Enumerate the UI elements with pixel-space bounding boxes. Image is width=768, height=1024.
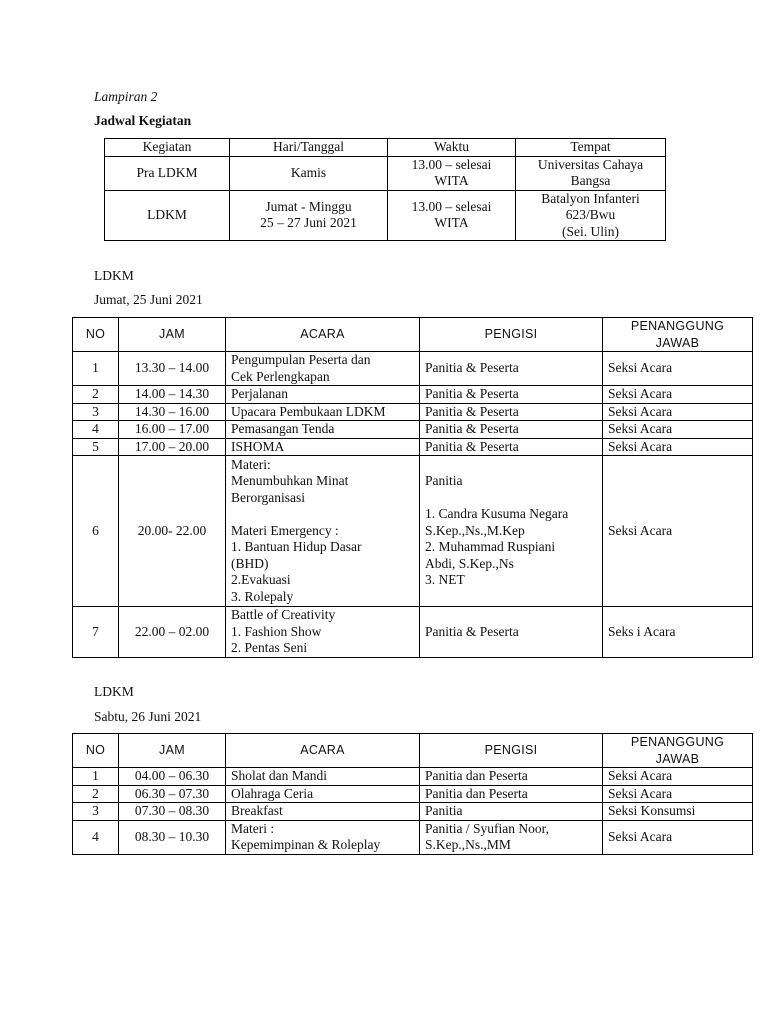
col-header-jam: JAM xyxy=(119,734,226,768)
overview-table xyxy=(104,138,666,241)
cell-acara: Breakfast xyxy=(226,803,420,821)
cell-no: 2 xyxy=(73,386,119,404)
table-row xyxy=(105,190,666,241)
cell-hari: Jumat - Minggu 25 – 27 Juni 2021 xyxy=(230,190,388,241)
table-row xyxy=(73,785,753,803)
cell-jam: 08.30 – 10.30 xyxy=(119,820,226,854)
cell-pengisi: Panitia 1. Candra Kusuma Negara S.Kep.,Ns.,M.Kep 2. Muhammad Ruspiani Abdi, S.Kep.,Ns 3. NET xyxy=(420,456,603,607)
col-header-acara: ACARA xyxy=(226,318,420,352)
cell-pj: Seksi Acara xyxy=(603,438,753,456)
day1-schedule-table xyxy=(72,317,753,658)
cell-no: 3 xyxy=(73,403,119,421)
cell-pj: Seksi Acara xyxy=(603,768,753,786)
table-row xyxy=(73,403,753,421)
day1-heading: LDKM xyxy=(94,268,134,283)
cell-acara: Battle of Creativity 1. Fashion Show 2. Pentas Seni xyxy=(226,607,420,658)
cell-no: 7 xyxy=(73,607,119,658)
col-header-pengisi: PENGISI xyxy=(420,318,603,352)
col-header-jam: JAM xyxy=(119,318,226,352)
table-row xyxy=(73,421,753,439)
cell-no: 2 xyxy=(73,785,119,803)
cell-acara: Olahraga Ceria xyxy=(226,785,420,803)
cell-no: 1 xyxy=(73,768,119,786)
cell-pj: Seksi Acara xyxy=(603,386,753,404)
cell-jam: 22.00 – 02.00 xyxy=(119,607,226,658)
cell-pengisi: Panitia xyxy=(420,803,603,821)
col-header-hari: Hari/Tanggal xyxy=(230,139,388,157)
cell-acara: Materi : Kepemimpinan & Roleplay xyxy=(226,820,420,854)
cell-jam: 06.30 – 07.30 xyxy=(119,785,226,803)
cell-acara: Materi: Menumbuhkan Minat Berorganisasi Materi Emergency : 1. Bantuan Hidup Dasar (BHD) 2.Evakuasi 3. Rolepaly xyxy=(226,456,420,607)
cell-acara: Perjalanan xyxy=(226,386,420,404)
cell-tempat: Universitas Cahaya Bangsa xyxy=(516,156,666,190)
cell-kegiatan: LDKM xyxy=(105,190,230,241)
cell-pj: Seksi Konsumsi xyxy=(603,803,753,821)
cell-no: 4 xyxy=(73,820,119,854)
day2-schedule-table xyxy=(72,733,753,855)
col-header-no: NO xyxy=(73,318,119,352)
cell-pengisi: Panitia & Peserta xyxy=(420,352,603,386)
cell-pengisi: Panitia & Peserta xyxy=(420,607,603,658)
table-row xyxy=(73,386,753,404)
cell-jam: 14.30 – 16.00 xyxy=(119,403,226,421)
cell-pengisi: Panitia & Peserta xyxy=(420,438,603,456)
cell-jam: 13.30 – 14.00 xyxy=(119,352,226,386)
cell-pj: Seksi Acara xyxy=(603,785,753,803)
col-header-kegiatan: Kegiatan xyxy=(105,139,230,157)
cell-pj: Seks i Acara xyxy=(603,607,753,658)
day1-date: Jumat, 25 Juni 2021 xyxy=(94,292,203,307)
cell-pj: Seksi Acara xyxy=(603,403,753,421)
col-header-penanggung-jawab: PENANGGUNG JAWAB xyxy=(603,318,753,352)
cell-no: 4 xyxy=(73,421,119,439)
cell-pengisi: Panitia & Peserta xyxy=(420,403,603,421)
cell-no: 1 xyxy=(73,352,119,386)
day2-date: Sabtu, 26 Juni 2021 xyxy=(94,709,202,724)
day1-header-row xyxy=(73,318,753,352)
cell-acara: Sholat dan Mandi xyxy=(226,768,420,786)
cell-no: 6 xyxy=(73,456,119,607)
cell-waktu: 13.00 – selesai WITA xyxy=(388,190,516,241)
day2-header-row xyxy=(73,734,753,768)
cell-jam: 16.00 – 17.00 xyxy=(119,421,226,439)
cell-tempat: Batalyon Infanteri 623/Bwu (Sei. Ulin) xyxy=(516,190,666,241)
cell-jam: 20.00- 22.00 xyxy=(119,456,226,607)
cell-acara: Upacara Pembukaan LDKM xyxy=(226,403,420,421)
cell-jam: 07.30 – 08.30 xyxy=(119,803,226,821)
cell-pj: Seksi Acara xyxy=(603,352,753,386)
cell-no: 5 xyxy=(73,438,119,456)
attachment-label: Lampiran 2 xyxy=(94,89,158,104)
cell-kegiatan: Pra LDKM xyxy=(105,156,230,190)
cell-acara: Pengumpulan Peserta dan Cek Perlengkapan xyxy=(226,352,420,386)
cell-pengisi: Panitia dan Peserta xyxy=(420,785,603,803)
table-row xyxy=(73,803,753,821)
cell-pj: Seksi Acara xyxy=(603,421,753,439)
table-row xyxy=(105,156,666,190)
cell-acara: Pemasangan Tenda xyxy=(226,421,420,439)
cell-acara: ISHOMA xyxy=(226,438,420,456)
day2-heading: LDKM xyxy=(94,684,134,699)
col-header-penanggung-jawab: PENANGGUNG JAWAB xyxy=(603,734,753,768)
col-header-pengisi: PENGISI xyxy=(420,734,603,768)
table-row xyxy=(73,438,753,456)
table-row xyxy=(73,820,753,854)
cell-waktu: 13.00 – selesai WITA xyxy=(388,156,516,190)
cell-jam: 14.00 – 14.30 xyxy=(119,386,226,404)
overview-header-row xyxy=(105,139,666,157)
cell-jam: 04.00 – 06.30 xyxy=(119,768,226,786)
cell-pengisi: Panitia & Peserta xyxy=(420,421,603,439)
cell-pj: Seksi Acara xyxy=(603,456,753,607)
cell-pengisi: Panitia / Syufian Noor, S.Kep.,Ns.,MM xyxy=(420,820,603,854)
cell-pengisi: Panitia dan Peserta xyxy=(420,768,603,786)
cell-pj: Seksi Acara xyxy=(603,820,753,854)
cell-pengisi: Panitia & Peserta xyxy=(420,386,603,404)
table-row xyxy=(73,456,753,607)
col-header-waktu: Waktu xyxy=(388,139,516,157)
col-header-no: NO xyxy=(73,734,119,768)
cell-no: 3 xyxy=(73,803,119,821)
document-title: Jadwal Kegiatan xyxy=(94,113,192,128)
cell-hari: Kamis xyxy=(230,156,388,190)
table-row xyxy=(73,607,753,658)
table-row xyxy=(73,768,753,786)
table-row xyxy=(73,352,753,386)
cell-jam: 17.00 – 20.00 xyxy=(119,438,226,456)
col-header-tempat: Tempat xyxy=(516,139,666,157)
col-header-acara: ACARA xyxy=(226,734,420,768)
